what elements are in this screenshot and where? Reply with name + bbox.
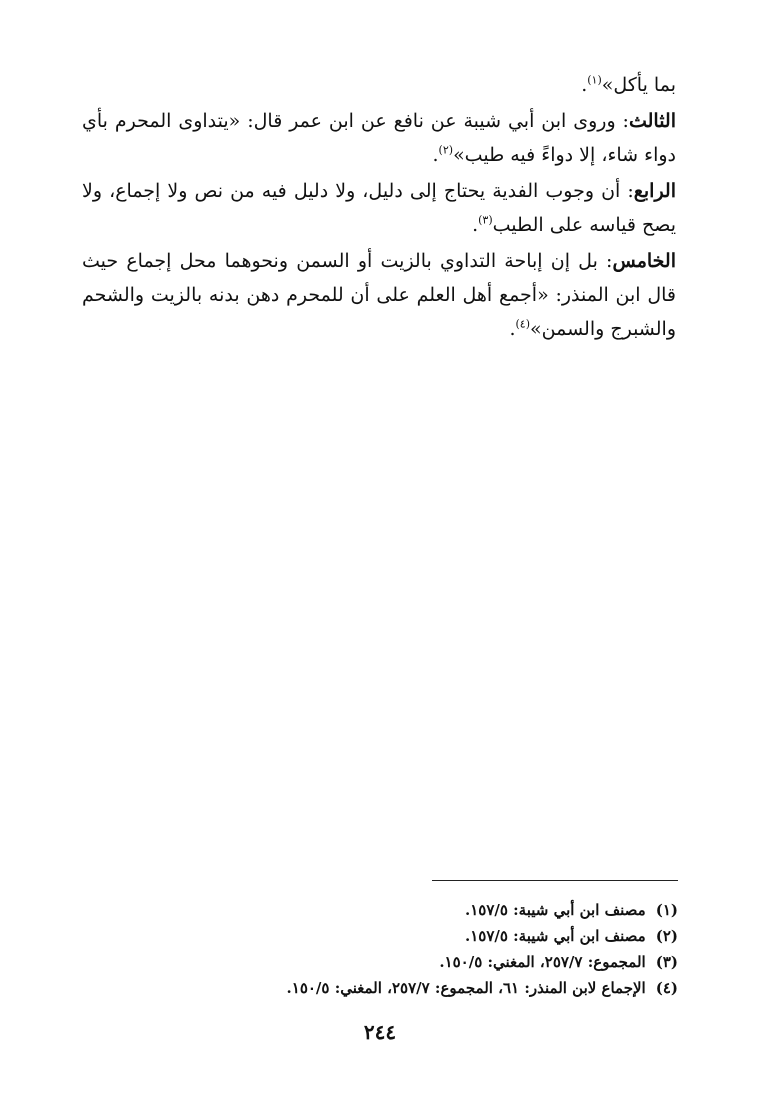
footnote-number: (٣) (655, 953, 678, 971)
footnote-number: (١) (655, 901, 678, 919)
footnote-item (180, 949, 678, 975)
footnote-text: الإجماع لابن المنذر: ٦١، المجموع: ٢٥٧/٧، المغني: ١٥٠/٥. (286, 979, 646, 997)
paragraph-intro (82, 68, 676, 102)
paragraph-text: : وروى ابن أبي شيبة عن نافع عن ابن عمر قال: «يتداوى المحرم بأي دواء شاء، إلا دواءً فيه طيب» (82, 110, 676, 166)
footnote-item (180, 897, 678, 923)
footnote-ref: (٣) (478, 213, 493, 227)
footnote-number: (٢) (655, 927, 678, 945)
footnote-item (180, 923, 678, 949)
footnote-ref: (٤) (515, 317, 531, 331)
paragraph-tail: . (432, 144, 439, 166)
paragraph-fourth (82, 174, 676, 242)
footnote-divider (432, 880, 678, 881)
footnote-text: مصنف ابن أبي شيبة: ١٥٧/٥. (464, 901, 646, 919)
footnote-text: مصنف ابن أبي شيبة: ١٥٧/٥. (464, 927, 646, 945)
paragraph-label: الخامس (612, 250, 676, 272)
main-text (82, 68, 676, 348)
footnote-ref: (٢) (438, 143, 454, 157)
paragraph-label: الثالث (628, 110, 676, 132)
page-number: ٢٤٤ (363, 1020, 397, 1044)
paragraph-text: : أن وجوب الفدية يحتاج إلى دليل، ولا دليل فيه من نص ولا إجماع، ولا يصح قياسه على الطيب (82, 180, 676, 236)
paragraph-fifth (82, 244, 676, 346)
footnote-item (180, 975, 678, 1001)
paragraph-text: : بل إن إباحة التداوي بالزيت أو السمن ونحوهما محل إجماع حيث قال ابن المنذر: «أجمع أهل العلم على أن للمحرم دهن بدنه بالزيت والشحم والشبرج والسمن» (82, 250, 676, 340)
footnote-number: (٤) (655, 979, 678, 997)
paragraph-tail: . (509, 318, 516, 340)
footnote-text: المجموع: ٢٥٧/٧، المغني: ١٥٠/٥. (439, 953, 646, 971)
paragraph-third (82, 104, 676, 172)
footnote-ref: (١) (587, 73, 602, 87)
paragraph-tail: . (472, 214, 479, 236)
paragraph-text: بما يأكل» (601, 74, 676, 96)
paragraph-tail: . (581, 74, 588, 96)
paragraph-label: الرابع (633, 180, 676, 202)
footnotes (180, 897, 678, 1001)
